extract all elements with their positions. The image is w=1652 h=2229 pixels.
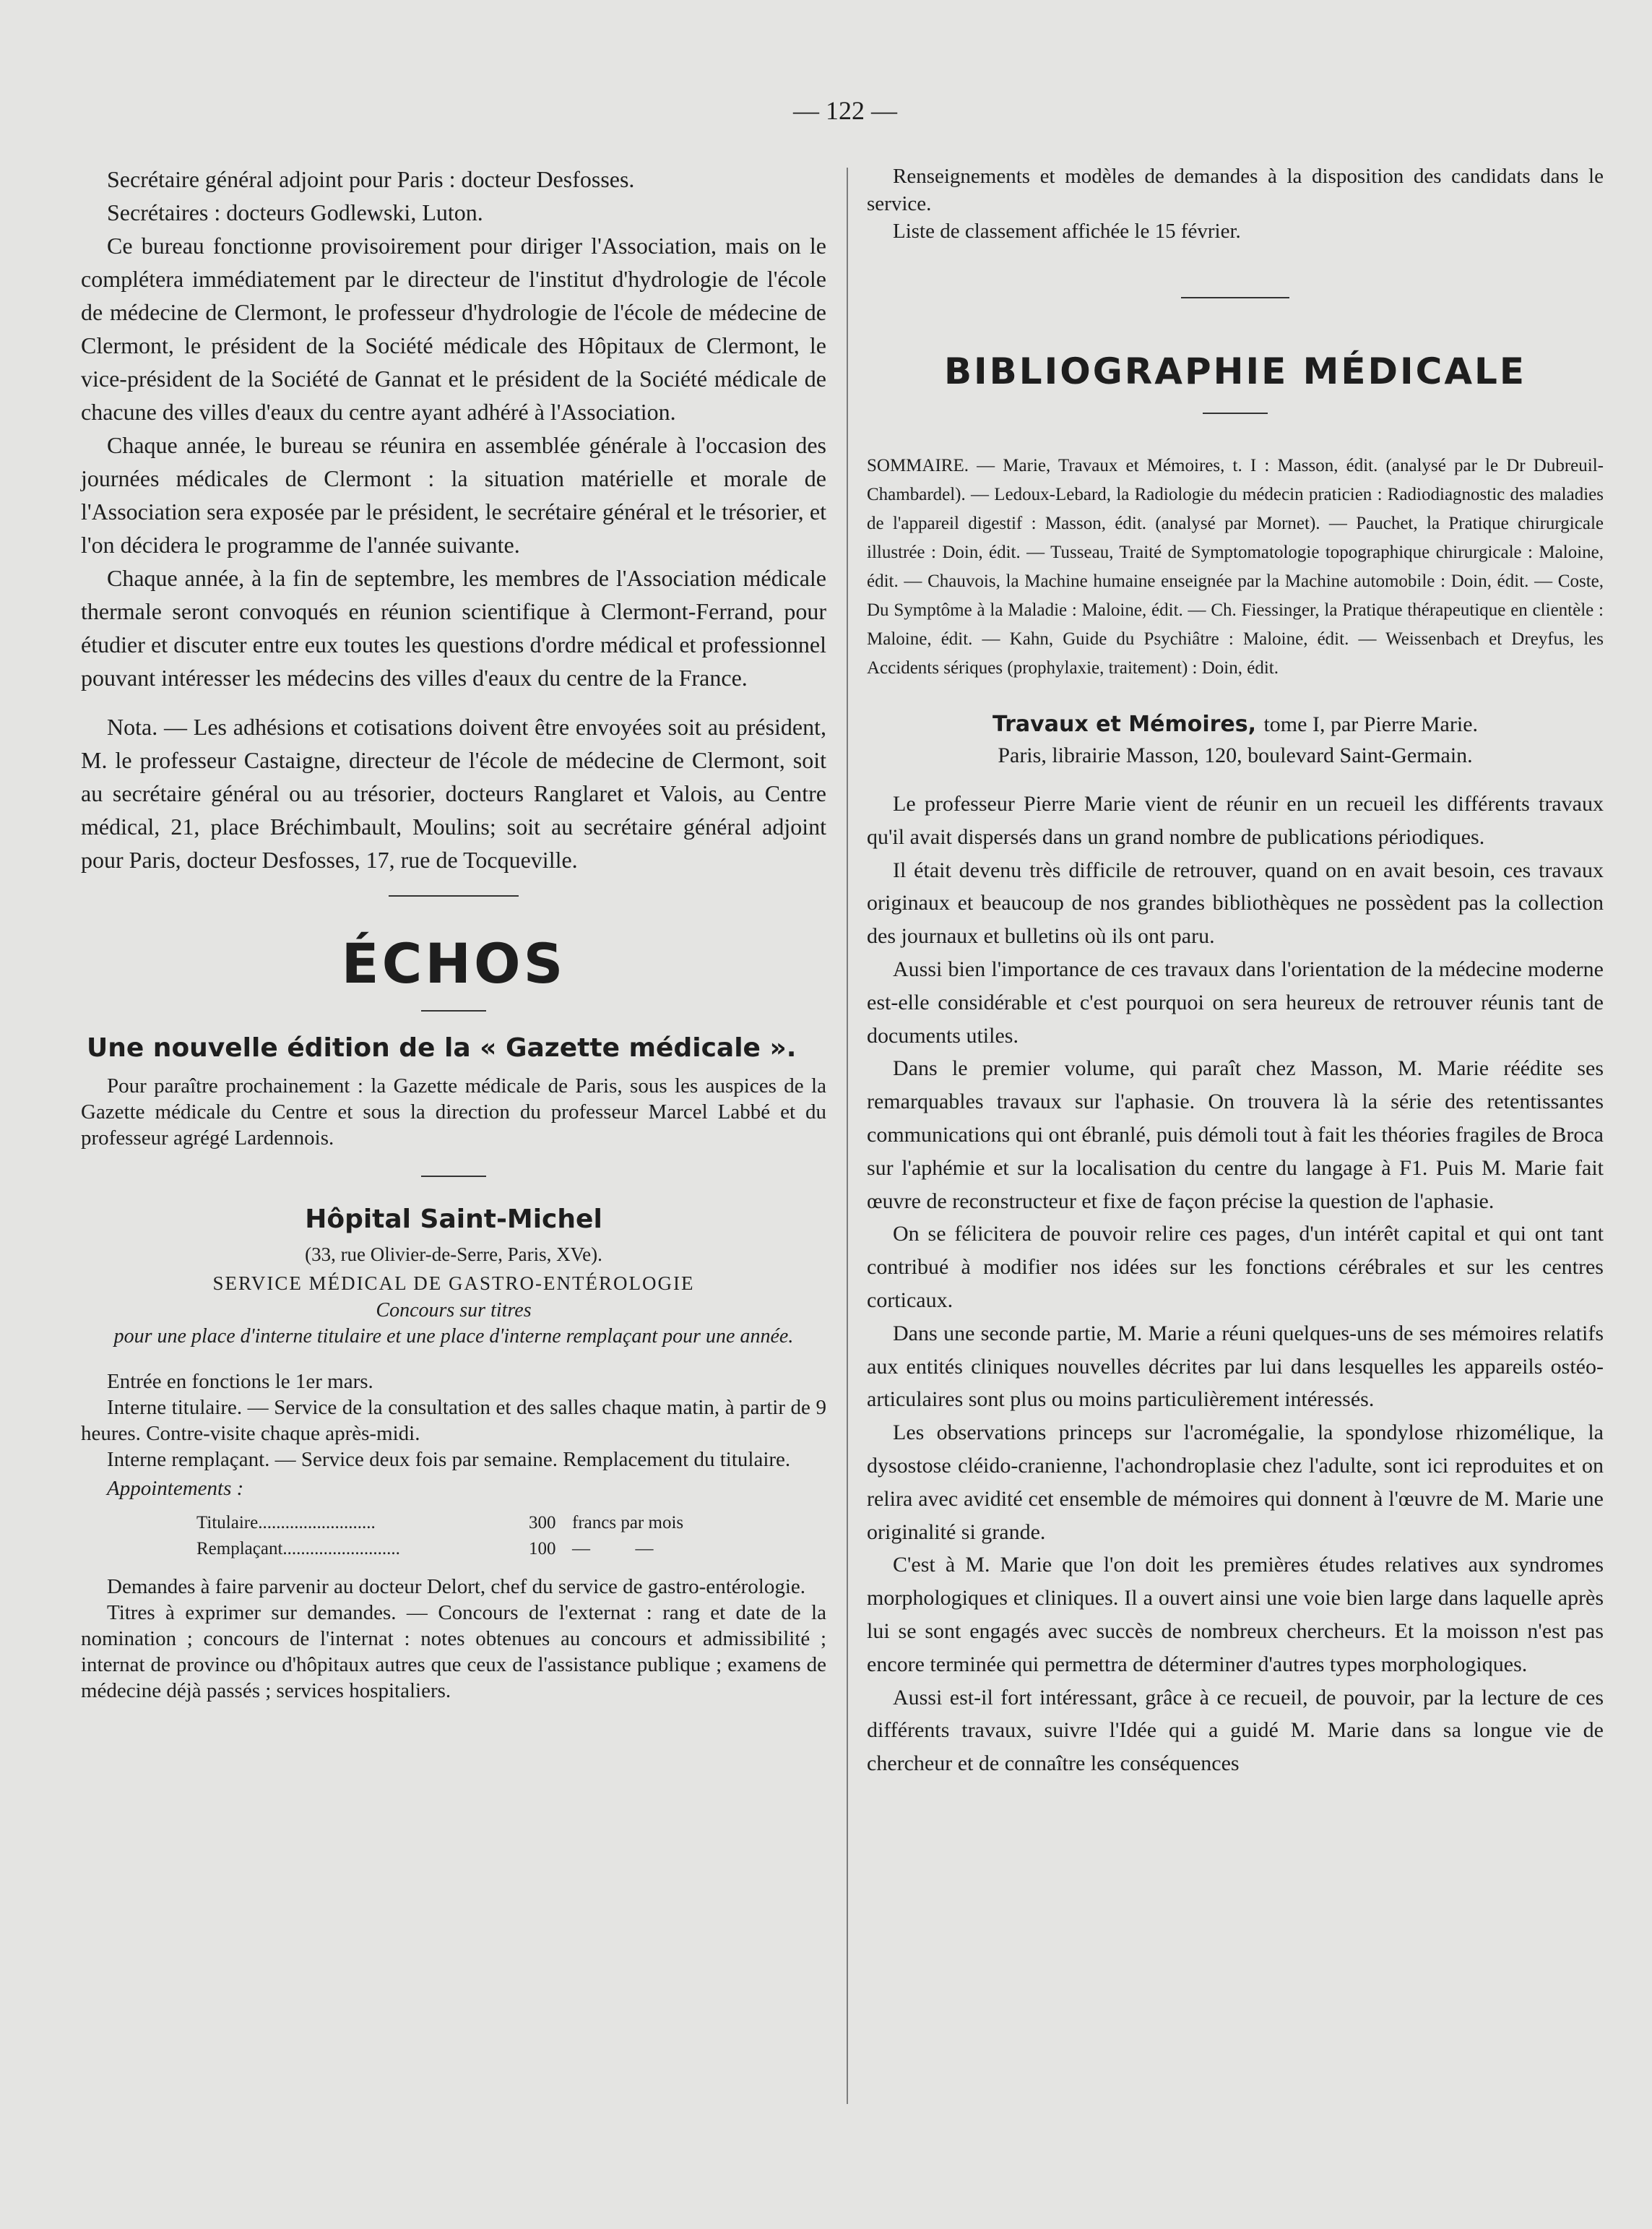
nota-paragraph: Nota. — Les adhésions et cotisations doivent être envoyées soit au président, M. le professeur Castaigne, directeur de l'école de médecine de Clermont, soit au secrétaire général ou au trésorier, docteurs Ranglaret et Valois, au Centre médical, 21, place Bréchimbault, Moulins; soit au secrétaire général adjoint pour Paris, docteur Desfosses, 17, rue de Tocqueville. xyxy=(81,714,826,873)
title-underline xyxy=(1203,413,1268,414)
page-number: — 122 — xyxy=(793,96,897,125)
review-title xyxy=(867,712,1604,737)
review-paragraph: Aussi bien l'importance de ces travaux dans l'orientation de la médecine moderne est-elle considérable et c'est pourquoi on sera heureux de retrouver réunis tant de documents utiles. xyxy=(867,957,1604,1048)
section-rule xyxy=(1181,297,1289,298)
secretary-general-line: Secrétaire général adjoint pour Paris : docteur Desfosses. xyxy=(107,166,635,192)
review-paragraph: Il était devenu très difficile de retrouver, quand on en avait besoin, ces travaux originaux et beaucoup de nos grandes bibliothèques ne possèdent pas la collection des journaux et bulletins où ils ont paru. xyxy=(867,858,1604,949)
pay-row xyxy=(196,1536,826,1562)
sommaire-text: SOMMAIRE. — Marie, Travaux et Mémoires, t. I : Masson, édit. (analysé par le Dr Dubreuil-Chambardel). — Ledoux-Lebard, la Radiologie du médecin praticien : Radiodiagnostic des maladies de l'appareil digestif : Masson, édit. (analysé par Mornet). — Pauchet, la Pratique chirurgicale illustrée : Doin, édit. — Tusseau, Traité de Symptomatologie topographique chirurgicale : Maloine, édit. — Chauvois, la Machine humaine enseignée par la Machine automobile : Doin, édit. — Coste, Du Symptôme à la Maladie : Maloine, édit. — Ch. Fiessinger, la Pratique thérapeutique en clientèle : Maloine, édit. — Kahn, Guide du Psychiâtre : Maloine, édit. — Weissenbach et Dreyfus, les Accidents sériques (prophylaxie, traitement) : Doin, édit. xyxy=(867,456,1604,678)
pay-table xyxy=(196,1510,826,1562)
hospital-address: (33, rue Olivier-de-Serre, Paris, XVe). xyxy=(305,1243,602,1265)
pay-label: Remplaçant.......................... xyxy=(196,1539,400,1558)
gazette-heading: Une nouvelle édition de la « Gazette médicale ». xyxy=(87,1033,797,1063)
hospital-title: Hôpital Saint-Michel xyxy=(305,1204,602,1234)
right-column xyxy=(867,163,1604,1780)
renseignements-text: Renseignements et modèles de demandes à la disposition des candidats dans le service. xyxy=(867,165,1604,215)
pay-row xyxy=(196,1510,826,1536)
appointements-label: Appointements : xyxy=(107,1477,244,1500)
review-title-rest: tome I, par Pierre Marie. xyxy=(1263,712,1479,736)
pay-amount: 100 xyxy=(529,1539,556,1558)
review-title-bold: Travaux et Mémoires, xyxy=(992,712,1257,737)
assembly-paragraph: Chaque année, le bureau se réunira en assemblée générale à l'occasion des journées médicales de Clermont : la situation matérielle et morale de l'Association sera exposée par le président, le secrétaire général et le trésorier, et l'on décidera le programme de l'année suivante. xyxy=(81,432,826,558)
demandes-text: Demandes à faire parvenir au docteur Delort, chef du service de gastro-entérologie. xyxy=(107,1575,806,1598)
titres-text: Titres à exprimer sur demandes. — Concours de l'externat : rang et date de la nomination ; concours de l'internat : notes obtenues au concours et admissibilité ; internat de province ou d'hôpitaux autres que ceux de l'assistance publique ; examens de médecine déjà passés ; services hospitaliers. xyxy=(81,1601,826,1702)
review-paragraph: On se félicitera de pouvoir relire ces pages, d'un intérêt capital et qui ont tant contribué à modifier nos idées sur les fonctions cérébrales et sur les centres corticaux. xyxy=(867,1222,1604,1312)
pay-unit: — — xyxy=(572,1539,654,1558)
meeting-paragraph: Chaque année, à la fin de septembre, les membres de l'Association médicale thermale seront convoqués en réunion scientifique à Clermont-Ferrand, pour étudier et discuter entre eux toutes les questions d'ordre médical et professionnel pouvant intéresser les médecins des villes d'eaux du centre de la France. xyxy=(81,565,826,691)
review-paragraph: Dans le premier volume, qui paraît chez Masson, M. Marie réédite ses remarquables travaux sur l'aphasie. On trouvera là la série des retentissantes communications qui ont ébranlé, puis démoli tout à fait les théories fragiles de Broca sur l'aphémie et sur la localisation du centre du langage à F1. Puis M. Marie fait œuvre de reconstructeur et fixe de façon précise la question de l'aphasie. xyxy=(867,1056,1604,1213)
bureau-paragraph: Ce bureau fonctionne provisoirement pour diriger l'Association, mais on le complétera immédiatement par le directeur de l'institut d'hydrologie de l'école de médecine de Clermont, le professeur d'hydrologie de l'école de médecine de Clermont, le président de la Société médicale des Hôpitaux de Clermont, le vice-président de la Société de Gannat et le président de la Société médicale de chacune des villes d'eaux du centre ayant adhéré à l'Association. xyxy=(81,233,826,425)
entry-text: Entrée en fonctions le 1er mars. xyxy=(107,1370,373,1393)
classement-text: Liste de classement affichée le 15 février. xyxy=(893,220,1241,243)
pay-label: Titulaire.......................... xyxy=(196,1513,376,1532)
review-paragraph: Dans une seconde partie, M. Marie a réuni quelques-uns de ses mémoires relatifs aux entités cliniques nouvelles décrites par lui dans lesquelles les appareils ostéo-articulaires sont plus ou moins particulièrement intéressés. xyxy=(867,1321,1604,1412)
review-paragraph: Les observations princeps sur l'acromégalie, la spondylose rhizomélique, la dysostose cléido-cranienne, l'achondroplasie chez l'adulte, sont ici reproduites et on relira avec avidité cet ensemble de mémoires qui donnent à l'œuvre de M. Marie une originalité si grande. xyxy=(867,1420,1604,1544)
remplacant-text: Interne remplaçant. — Service deux fois par semaine. Remplacement du titulaire. xyxy=(107,1448,791,1471)
section-rule xyxy=(389,895,519,897)
title-underline xyxy=(421,1010,486,1012)
bibliography-title: BIBLIOGRAPHIE MÉDICALE xyxy=(943,350,1527,392)
review-paragraph: Aussi est-il fort intéressant, grâce à ce recueil, de pouvoir, par la lecture de ces différents travaux, suivre l'Idée qui a guidé M. Marie dans sa longue vie de chercheur et de connaître les conséquences xyxy=(867,1685,1604,1776)
pay-amount: 300 xyxy=(529,1513,556,1532)
column-divider xyxy=(847,168,848,2104)
secretaries-line: Secrétaires : docteurs Godlewski, Luton. xyxy=(107,199,483,225)
hospital-concours: Concours sur titres xyxy=(376,1299,532,1322)
section-rule xyxy=(421,1176,486,1177)
review-publisher: Paris, librairie Masson, 120, boulevard Saint-Germain. xyxy=(998,743,1473,767)
gazette-text: Pour paraître prochainement : la Gazette médicale de Paris, sous les auspices de la Gazette médicale du Centre et sous la direction du professeur Marcel Labbé et du professeur agrégé Lardennois. xyxy=(81,1074,826,1150)
left-column xyxy=(81,163,826,1704)
echos-title: ÉCHOS xyxy=(341,931,566,996)
hospital-service: SERVICE MÉDICAL DE GASTRO-ENTÉROLOGIE xyxy=(212,1272,695,1294)
review-paragraph: Le professeur Pierre Marie vient de réunir en un recueil les différents travaux qu'il avait dispersés dans un grand nombre de publications périodiques. xyxy=(867,792,1604,849)
review-paragraph: C'est à M. Marie que l'on doit les premières études relatives aux syndromes morphologiques et cliniques. Il a ouvert ainsi une voie bien large dans laquelle après lui se sont engagés avec succès de nombreux chercheurs. Et la moisson n'est pas encore terminée qui permettra de déterminer d'autres types morphologiques. xyxy=(867,1553,1604,1676)
titulaire-text: Interne titulaire. — Service de la consultation et des salles chaque matin, à partir de 9 heures. Contre-visite chaque après-midi. xyxy=(81,1396,826,1445)
hospital-places: pour une place d'interne titulaire et une place d'interne remplaçant pour une année. xyxy=(113,1325,794,1348)
pay-unit: francs par mois xyxy=(572,1513,684,1532)
